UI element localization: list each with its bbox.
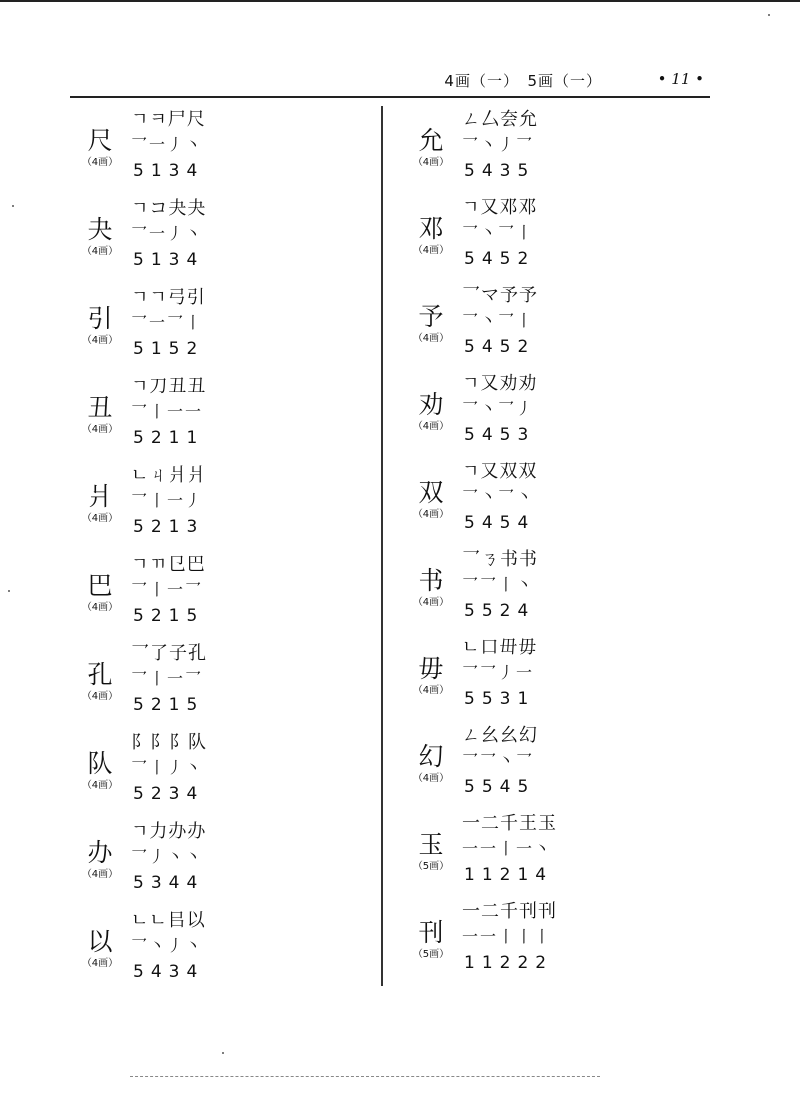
stroke-count-label: （4画） [81, 869, 119, 880]
headword-character: 以 [87, 927, 113, 956]
stroke-count-label: （4画） [412, 245, 450, 256]
stroke-sequence: 乛了子孔 [131, 643, 207, 664]
stroke-sequence: ㄱ刀丑丑 [131, 376, 207, 397]
headword-character: 队 [87, 749, 113, 778]
character-entry [72, 728, 372, 817]
character-block [72, 839, 128, 881]
stroke-sequence: ㄴㄴ㠯以 [131, 910, 206, 931]
headword-character: 双 [418, 478, 444, 507]
stroke-shapes: 一一丨一丶 [462, 839, 553, 858]
scan-top-edge [0, 0, 800, 2]
character-block [72, 572, 128, 614]
character-entry [403, 281, 703, 369]
headword-character: 劝 [418, 390, 444, 419]
stroke-codes: 5454 [464, 513, 536, 533]
stroke-count-label: （4画） [81, 780, 119, 791]
stroke-sequence: 一二千王玉 [462, 813, 557, 834]
stroke-count-label: （4画） [412, 333, 450, 344]
stroke-shapes: 乛丨一一 [131, 402, 204, 421]
stroke-shapes: 乛乛丶乛 [462, 751, 535, 770]
character-block [403, 391, 459, 433]
character-block [403, 655, 459, 697]
stroke-codes: 5213 [133, 517, 205, 537]
stroke-codes: 5344 [133, 873, 205, 893]
scan-speck [12, 205, 14, 207]
stroke-sequence: 乛マ予予 [462, 285, 538, 306]
stroke-count-label: （4画） [81, 335, 119, 346]
character-block [72, 928, 128, 970]
stroke-codes: 11222 [464, 953, 554, 973]
character-block [403, 479, 459, 521]
character-entry [72, 372, 372, 461]
stroke-count-label: （4画） [412, 509, 450, 520]
headword-character: 爿 [87, 482, 113, 511]
headword-character: 允 [418, 126, 444, 155]
stroke-count-label: （5画） [412, 861, 450, 872]
stroke-codes: 5453 [464, 425, 536, 445]
right-column [403, 105, 703, 985]
stroke-sequence: ㄱㅋ尸尺 [131, 109, 206, 130]
headword-character: 丑 [87, 393, 113, 422]
stroke-sequence: ㄱㄲ㔾巴 [131, 554, 206, 575]
stroke-sequence: ㄱㄱ弓引 [131, 287, 206, 308]
stroke-shapes: 乛一丿丶 [131, 224, 204, 243]
character-entry [403, 457, 703, 545]
stroke-codes: 5215 [133, 695, 205, 715]
stroke-shapes: 乛乛丨丶 [462, 575, 535, 594]
header-rule [70, 96, 710, 98]
character-entry [403, 545, 703, 633]
stroke-codes: 5215 [133, 606, 205, 626]
character-entry [403, 193, 703, 281]
stroke-codes: 5211 [133, 428, 205, 448]
stroke-count-label: （4画） [81, 157, 119, 168]
character-block [403, 567, 459, 609]
character-entry [403, 633, 703, 721]
character-entry [403, 809, 703, 897]
character-block [403, 831, 459, 873]
stroke-shapes: 乛丶丿丶 [131, 936, 204, 955]
character-entry [403, 897, 703, 985]
stroke-shapes: 乛丶乛丨 [462, 223, 535, 242]
stroke-count-label: （4画） [81, 602, 119, 613]
stroke-count-label: （4画） [81, 513, 119, 524]
character-entry [403, 369, 703, 457]
headword-character: 巴 [87, 571, 113, 600]
stroke-sequence: ㄱコ夬夬 [131, 198, 207, 219]
stroke-codes: 5452 [464, 249, 536, 269]
scan-speck [222, 1052, 224, 1054]
character-block [403, 127, 459, 169]
character-entry [403, 721, 703, 809]
stroke-codes: 5134 [133, 250, 205, 270]
headword-character: 孔 [87, 660, 113, 689]
stroke-codes: 5434 [133, 962, 205, 982]
character-block [403, 743, 459, 785]
headword-character: 夬 [87, 215, 113, 244]
scan-speck [8, 590, 10, 592]
stroke-count-label: （4画） [412, 685, 450, 696]
scan-speck [768, 14, 770, 16]
stroke-shapes: 乛一丿丶 [131, 135, 204, 154]
character-block [72, 127, 128, 169]
stroke-shapes: 乛丨一丿 [131, 491, 204, 510]
stroke-codes: 5234 [133, 784, 205, 804]
headword-character: 予 [418, 302, 444, 331]
stroke-sequence: ㄴ口毌毋 [462, 637, 538, 658]
stroke-codes: 5545 [464, 777, 536, 797]
stroke-shapes: 乛丶乛丿 [462, 399, 535, 418]
stroke-shapes: 乛丶乛丶 [462, 487, 535, 506]
character-block [72, 750, 128, 792]
stroke-sequence: ㄴㄐ爿爿 [131, 465, 207, 486]
headword-character: 刊 [418, 918, 444, 947]
stroke-shapes: 乛乛丿一 [462, 663, 535, 682]
character-entry [72, 194, 372, 283]
page-number: • 11 • [657, 70, 704, 88]
stroke-count-label: （4画） [412, 597, 450, 608]
character-block [403, 919, 459, 961]
character-entry [72, 283, 372, 372]
headword-character: 玉 [418, 830, 444, 859]
column-divider [381, 106, 383, 986]
stroke-sequence: 乛ㄋ书书 [462, 549, 538, 570]
stroke-sequence: ㄥ厶夽允 [462, 109, 538, 130]
stroke-shapes: 乛一乛丨 [131, 313, 204, 332]
character-entry [72, 817, 372, 906]
stroke-shapes: 乛丨丿丶 [131, 758, 204, 777]
stroke-sequence: ㄱ又劝劝 [462, 373, 538, 394]
stroke-shapes: 一一丨丨丨 [462, 927, 553, 946]
stroke-shapes: 乛丨一乛 [131, 580, 204, 599]
stroke-shapes: 乛丶丿乛 [462, 135, 535, 154]
stroke-sequence: ㄱ又双双 [462, 461, 538, 482]
stroke-codes: 11214 [464, 865, 554, 885]
stroke-count-label: （4画） [81, 958, 119, 969]
footer-rule [130, 1076, 600, 1078]
headword-character: 幻 [418, 742, 444, 771]
stroke-codes: 5134 [133, 161, 205, 181]
character-entry [72, 639, 372, 728]
stroke-count-label: （4画） [81, 424, 119, 435]
page-header [70, 66, 710, 96]
stroke-count-label: （4画） [81, 691, 119, 702]
stroke-count-label: （4画） [81, 246, 119, 257]
character-block [72, 305, 128, 347]
stroke-shapes: 乛丶乛丨 [462, 311, 535, 330]
stroke-codes: 5435 [464, 161, 536, 181]
stroke-sequence: ㄥ幺幺幻 [462, 725, 538, 746]
stroke-count-label: （4画） [412, 773, 450, 784]
section-label: 4画（一） 5画（一） [444, 72, 602, 90]
headword-character: 办 [87, 838, 113, 867]
stroke-count-label: （4画） [412, 157, 450, 168]
stroke-codes: 5452 [464, 337, 536, 357]
stroke-codes: 5531 [464, 689, 536, 709]
stroke-count-label: （4画） [412, 421, 450, 432]
stroke-sequence: 阝阝阝队 [131, 732, 207, 753]
stroke-sequence: ㄱ又邓邓 [462, 197, 538, 218]
headword-character: 尺 [87, 126, 113, 155]
headword-character: 毋 [418, 654, 444, 683]
character-entry [72, 105, 372, 194]
stroke-shapes: 乛丿丶丶 [131, 847, 204, 866]
stroke-shapes: 乛丨一乛 [131, 669, 204, 688]
stroke-codes: 5524 [464, 601, 536, 621]
stroke-codes: 5152 [133, 339, 205, 359]
character-block [72, 661, 128, 703]
stroke-sequence: 一二千刊刊 [462, 901, 557, 922]
character-entry [403, 105, 703, 193]
stroke-sequence: ㄱ力办办 [131, 821, 207, 842]
character-block [72, 483, 128, 525]
character-block [403, 215, 459, 257]
character-entry [72, 550, 372, 639]
stroke-count-label: （5画） [412, 949, 450, 960]
left-column [72, 105, 372, 995]
headword-character: 引 [87, 304, 113, 333]
headword-character: 邓 [418, 214, 444, 243]
character-block [403, 303, 459, 345]
character-entry [72, 461, 372, 550]
character-entry [72, 906, 372, 995]
character-block [72, 216, 128, 258]
character-block [72, 394, 128, 436]
headword-character: 书 [418, 566, 444, 595]
